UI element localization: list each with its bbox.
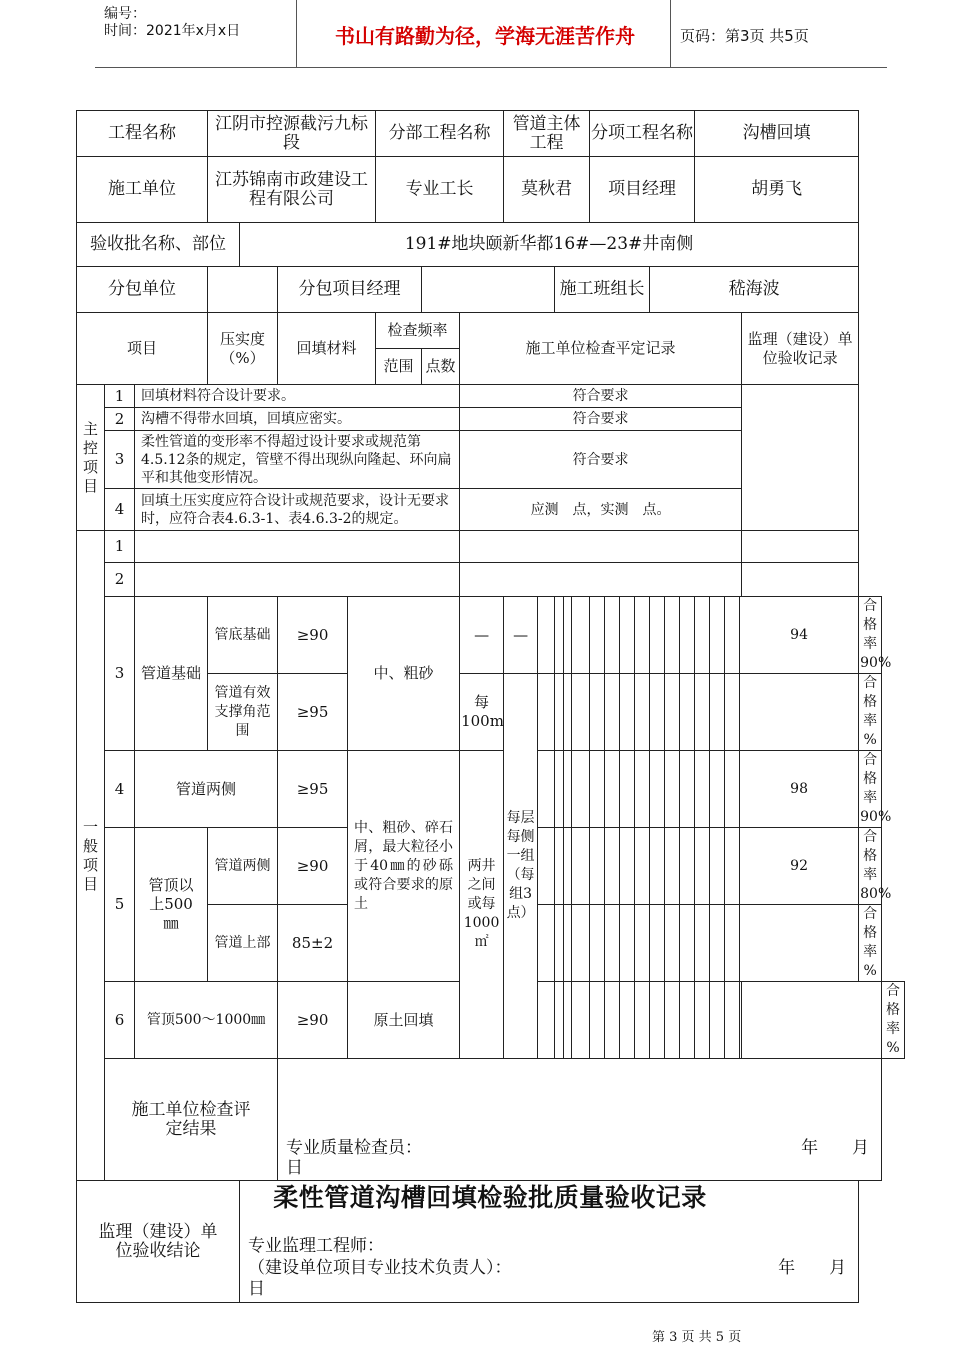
col-item: 项目: [77, 313, 208, 385]
check-cell: [725, 982, 740, 1059]
check-cell: [590, 597, 605, 674]
check-cell: [635, 751, 650, 828]
pass-rate: 合格率 %: [882, 982, 905, 1059]
col-compaction: 压实度（%）: [208, 313, 278, 385]
pipe-top-label: 管顶以上500㎜: [135, 828, 208, 982]
compaction-90: ≥90: [278, 597, 348, 674]
pipe-top-upper-label: 管道上部: [208, 905, 278, 982]
check-cell: [635, 982, 650, 1059]
points-dash: —: [504, 597, 538, 674]
main-item-text: 回填土压实度应符合设计或规范要求，设计无要求时，应符合表4.6.3-1、表4.6.3-2的规定。: [135, 489, 460, 531]
check-cell: [620, 982, 635, 1059]
header-page-number: 页码：第3页 共5页: [680, 27, 809, 45]
pipe-top-sides-label: 管道两侧: [208, 828, 278, 905]
subitem-value: 沟槽回填: [695, 111, 859, 157]
pipe-support-label: 管道有效支撑角范围: [208, 674, 278, 751]
contractor-result-cell: [278, 1059, 882, 1181]
contractor-label: 施工单位: [77, 157, 208, 223]
check-cell: [695, 751, 710, 828]
check-cell: [590, 828, 605, 905]
check-cell: [650, 674, 665, 751]
general-row-2-supervisor: [742, 563, 859, 597]
col-supervisor: 监理（建设）单位验收记录: [742, 313, 859, 385]
check-cell: [620, 674, 635, 751]
foreman-label: 专业工长: [376, 157, 504, 223]
check-cell: [572, 751, 590, 828]
contractor-result-label: 施工单位检查评定结果: [105, 1059, 278, 1181]
general-row-2-record: [460, 563, 742, 597]
check-cell: [555, 674, 564, 751]
check-cell: [680, 982, 695, 1059]
main-item-no: 3: [105, 431, 135, 489]
header-rule: [95, 67, 887, 68]
check-cell: [650, 597, 665, 674]
check-cell: [695, 982, 710, 1059]
check-cell: [725, 674, 740, 751]
col-freq: 检查频率: [376, 313, 460, 349]
main-supervisor-cell: [742, 385, 859, 531]
check-cell: [605, 674, 620, 751]
range-dash: —: [460, 597, 504, 674]
range-between-wells: 两井之间或每1000㎡: [460, 751, 504, 1059]
contractor-value: 江苏锦南市政建设工程有限公司: [208, 157, 376, 223]
check-cell: [538, 751, 555, 828]
check-cell: [555, 597, 564, 674]
pipe-top-range-label: 管顶500～1000㎜: [135, 982, 278, 1059]
check-cell: [725, 828, 740, 905]
general-row-no: 4: [105, 751, 135, 828]
inspector-label: 专业质量检查员：: [286, 1138, 423, 1158]
check-cell: [538, 828, 555, 905]
pass-rate: 合格率 %: [859, 674, 882, 751]
material-mix: 中、粗砂、碎石屑，最大粒径小于40㎜的砂砾或符合要求的原土: [348, 751, 460, 982]
team-value: 嵇海波: [650, 267, 859, 313]
sub-pm-label: 分包项目经理: [278, 267, 422, 313]
sub-pm-value: [422, 267, 555, 313]
main-item-result: 符合要求: [460, 431, 742, 489]
main-control-label: 主控项目: [77, 385, 105, 531]
general-row-no: 2: [105, 563, 135, 597]
document-title: 柔性管道沟槽回填检验批质量验收记录: [273, 1183, 707, 1212]
batch-label: 验收批名称、部位: [77, 223, 240, 267]
check-cell: [680, 828, 695, 905]
check-cell: [620, 905, 635, 982]
check-cell: [710, 674, 725, 751]
team-label: 施工班组长: [555, 267, 650, 313]
check-cell: [605, 982, 620, 1059]
engineer-date: 年 月: [778, 1258, 847, 1278]
check-cell: [564, 751, 572, 828]
check-cell: [555, 905, 564, 982]
check-cell: [572, 982, 590, 1059]
check-cell: [572, 905, 590, 982]
check-cell: [710, 597, 725, 674]
check-cell: [555, 982, 564, 1059]
supervisor-result-label: 监理（建设）单位验收结论: [77, 1181, 240, 1303]
sub-label: 分包单位: [77, 267, 208, 313]
check-cell: [740, 674, 859, 751]
check-cell: [620, 751, 635, 828]
division-label: 分部工程名称: [376, 111, 504, 157]
doc-number-label: 编号：: [104, 6, 146, 22]
doc-time: 时间：2021年x月x日: [104, 23, 241, 39]
check-cell: [605, 828, 620, 905]
main-item-result: 符合要求: [460, 408, 742, 431]
engineer-day: 日: [248, 1279, 266, 1299]
check-cell: [635, 597, 650, 674]
general-row-no: 5: [105, 828, 135, 982]
check-cell: [572, 597, 590, 674]
check-cell: [635, 828, 650, 905]
check-cell: [572, 674, 590, 751]
header-divider: [670, 0, 671, 68]
check-cell: [538, 905, 555, 982]
subitem-label: 分项工程名称: [590, 111, 695, 157]
general-row-1-content: [135, 531, 460, 563]
check-cell: [564, 828, 572, 905]
col-record: 施工单位检查平定记录: [460, 313, 742, 385]
measured-value: 98: [740, 751, 859, 828]
main-item-text: 沟槽不得带水回填，回填应密实。: [135, 408, 460, 431]
batch-value: 191#地块颐新华都16#—23#井南侧: [240, 223, 859, 267]
check-cell: [650, 828, 665, 905]
general-row-no: 1: [105, 531, 135, 563]
main-item-no: 2: [105, 408, 135, 431]
check-cell: [538, 674, 555, 751]
header-meta: [104, 6, 240, 40]
page-footer: 第 3 页 共 5 页: [652, 1330, 742, 1345]
check-cell: [695, 597, 710, 674]
check-cell: [650, 751, 665, 828]
check-cell: [572, 828, 590, 905]
check-cell: [710, 828, 725, 905]
inspector-date: 年 月: [801, 1138, 870, 1158]
main-item-text: 回填材料符合设计要求。: [135, 385, 460, 408]
pm-value: 胡勇飞: [695, 157, 859, 223]
compaction-85: 85±2: [278, 905, 348, 982]
pass-rate: 合格率 90%: [859, 751, 882, 828]
check-cell: [555, 751, 564, 828]
inspection-table: [76, 110, 929, 1303]
pipe-sides-label: 管道两侧: [135, 751, 278, 828]
header-motto: 书山有路勤为径，学海无涯苦作舟: [335, 24, 635, 48]
check-cell: [665, 982, 680, 1059]
check-cell: [695, 674, 710, 751]
check-cell: [564, 905, 572, 982]
check-cell: [605, 751, 620, 828]
check-cell: [710, 751, 725, 828]
measured-value: 92: [740, 828, 859, 905]
header-divider: [296, 0, 297, 68]
check-cell: [590, 982, 605, 1059]
general-row-no: 3: [105, 597, 135, 751]
check-cell: [538, 597, 555, 674]
check-cell: [742, 982, 882, 1059]
check-cell: [620, 828, 635, 905]
check-cell: [605, 597, 620, 674]
check-cell: [590, 674, 605, 751]
main-item-no: 1: [105, 385, 135, 408]
check-cell: [710, 982, 725, 1059]
owner-rep-label: （建设单位项目专业技术负责人）：: [248, 1258, 512, 1278]
general-row-2-content: [135, 563, 460, 597]
project-name: 江阴市控源截污九标段: [208, 111, 376, 157]
general-row-1-record: [460, 531, 742, 563]
check-cell: [538, 982, 555, 1059]
check-cell: [650, 982, 665, 1059]
check-cell: [590, 905, 605, 982]
main-item-text: 柔性管道的变形率不得超过设计要求或规范第4.5.12条的规定，管壁不得出现纵向隆起、环向扁平和其他变形情况。: [135, 431, 460, 489]
points-per-layer: 每层每侧一组（每组3点）: [504, 674, 538, 1059]
col-range: 范围: [376, 349, 422, 385]
inspector-day: 日: [286, 1158, 304, 1178]
division-value: 管道主体工程: [504, 111, 590, 157]
foreman-value: 莫秋君: [504, 157, 590, 223]
check-cell: [710, 905, 725, 982]
check-cell: [680, 905, 695, 982]
check-cell: [635, 674, 650, 751]
col-points: 点数: [422, 349, 460, 385]
check-cell: [635, 905, 650, 982]
compaction-90: ≥90: [278, 982, 348, 1059]
compaction-90: ≥90: [278, 828, 348, 905]
check-cell: [725, 597, 740, 674]
pipe-bottom-label: 管底基础: [208, 597, 278, 674]
check-cell: [695, 828, 710, 905]
col-material: 回填材料: [278, 313, 376, 385]
check-cell: [665, 751, 680, 828]
check-cell: [564, 597, 572, 674]
check-cell: [620, 597, 635, 674]
check-cell: [555, 828, 564, 905]
measured-value: 94: [740, 597, 859, 674]
sub-value: [208, 267, 278, 313]
check-cell: [650, 905, 665, 982]
compaction-95: ≥95: [278, 751, 348, 828]
main-item-no: 4: [105, 489, 135, 531]
check-cell: [564, 674, 572, 751]
engineer-label: 专业监理工程师：: [248, 1236, 385, 1256]
check-cell: [740, 905, 859, 982]
check-cell: [665, 828, 680, 905]
project-name-label: 工程名称: [77, 111, 208, 157]
check-cell: [665, 905, 680, 982]
check-cell: [725, 751, 740, 828]
pm-label: 项目经理: [590, 157, 695, 223]
check-cell: [680, 674, 695, 751]
compaction-95: ≥95: [278, 674, 348, 751]
check-cell: [725, 905, 740, 982]
pass-rate: 合格率 %: [859, 905, 882, 982]
check-cell: [590, 751, 605, 828]
pipe-base-label: 管道基础: [135, 597, 208, 751]
general-label: 一般项目: [77, 531, 105, 1181]
check-cell: [680, 597, 695, 674]
check-cell: [564, 982, 572, 1059]
pass-rate: 合格率 80%: [859, 828, 882, 905]
general-row-1-supervisor: [742, 531, 859, 563]
general-row-no: 6: [105, 982, 135, 1059]
main-item-result: 应测 点，实测 点。: [460, 489, 742, 531]
pass-rate: 合格率 90%: [859, 597, 882, 674]
range-per100: 每100m: [460, 674, 504, 751]
check-cell: [665, 674, 680, 751]
check-cell: [680, 751, 695, 828]
check-cell: [695, 905, 710, 982]
check-cell: [605, 905, 620, 982]
material-native: 原土回填: [348, 982, 460, 1059]
material-sand: 中、粗砂: [348, 597, 460, 751]
check-cell: [665, 597, 680, 674]
main-item-result: 符合要求: [460, 385, 742, 408]
